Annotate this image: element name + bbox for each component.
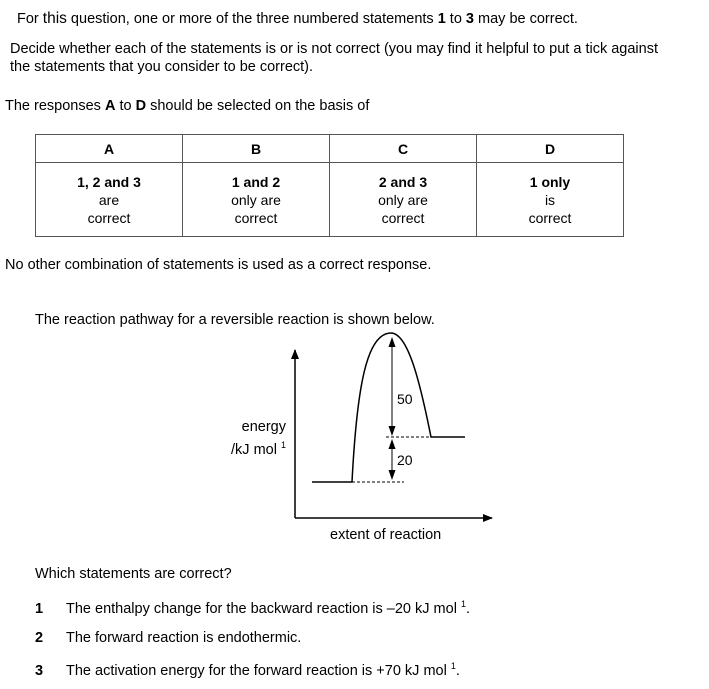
no-other-note: No other combination of statements is used as a correct response. [5,257,432,273]
intro-line: For this question, one or more of the three numbered statements 1 to 3 may be correct. [17,10,578,27]
responses-line: The responses A to D should be selected on the basis of [5,98,370,114]
statement-3: 3 The activation energy for the forward reaction is +70 kJ mol $^1$. [35,661,460,679]
cell-d: 1 only is correct [477,163,624,237]
label-50: 50 [397,391,413,407]
arrowhead-20-bottom [389,470,396,480]
arrowhead-50-bottom [389,426,396,436]
cell-a: 1, 2 and 3 are correct [36,163,183,237]
header-a: A [36,135,183,163]
arrowhead-20-top [389,439,396,449]
decide-text: Decide whether each of the statements is or is not correct (you may find it helpful to put a tick against the statements that you consider to be correct). [10,41,658,75]
response-key-table [35,134,624,237]
header-c: C [330,135,477,163]
header-d: D [477,135,624,163]
question-stem: The reaction pathway for a reversible reaction is shown below. [35,312,435,328]
y-axis-label: energy /kJ mol $^1$ [231,419,286,458]
arrowhead-50-top [389,337,396,347]
x-axis-label: extent of reaction [330,527,442,543]
cell-b: 1 and 2 only are correct [183,163,330,237]
table-header-row [36,135,624,163]
cell-c: 2 and 3 only are correct [330,163,477,237]
which-question: Which statements are correct? [35,566,232,582]
reaction-profile-curve [312,333,465,482]
label-20: 20 [397,452,413,468]
table-row [36,163,624,237]
statement-2: 2 The forward reaction is endothermic. [35,630,302,646]
header-b: B [183,135,330,163]
statement-1: 1 The enthalpy change for the backward reaction is –20 kJ mol $^1$. [35,599,470,617]
